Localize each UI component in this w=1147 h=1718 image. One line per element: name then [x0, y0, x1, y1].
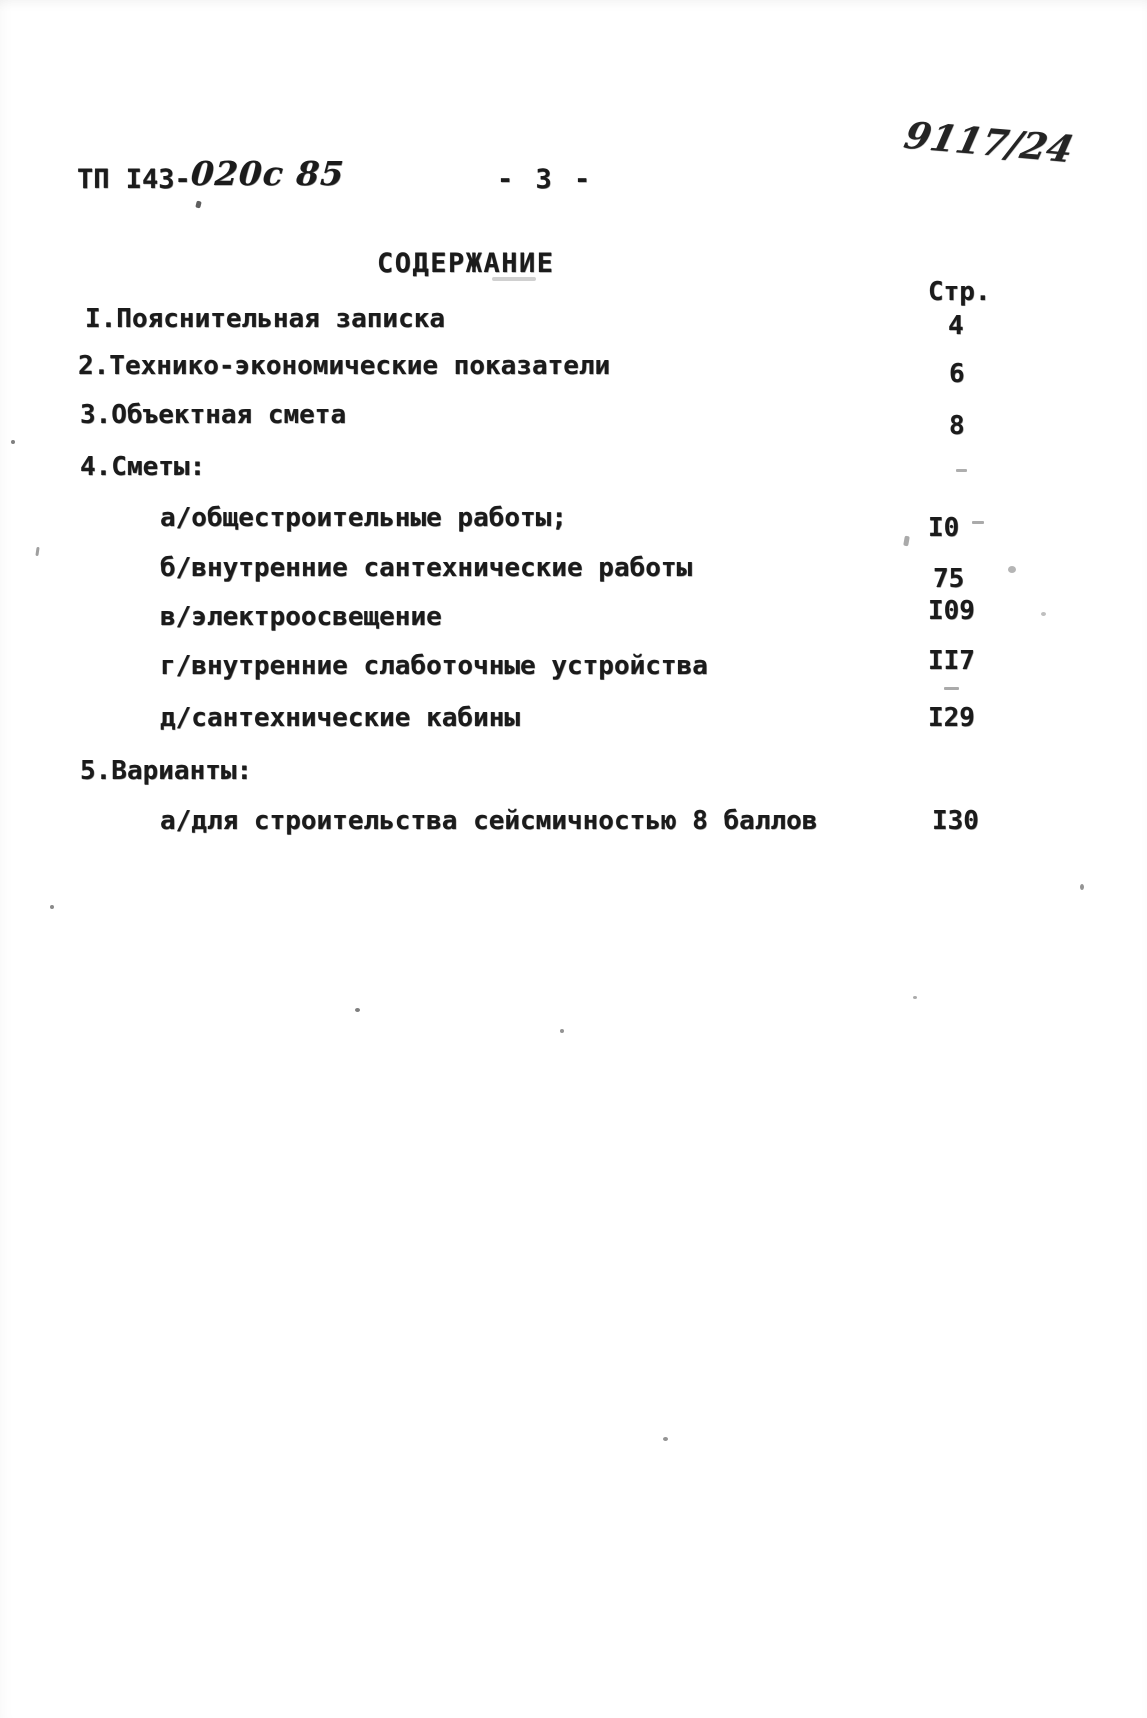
toc-page-number: 6	[949, 359, 965, 389]
scan-speck	[663, 1437, 668, 1441]
toc-page-number: I30	[932, 806, 979, 836]
toc-item-label: д/сантехнические кабины	[160, 703, 521, 733]
scan-speck	[355, 1008, 360, 1012]
toc-item-label: 3.Объектная смета	[80, 400, 347, 430]
scan-smudge	[492, 277, 536, 281]
scan-speck	[944, 687, 959, 690]
toc-item-label: 5.Варианты:	[80, 756, 253, 786]
scan-speck	[903, 536, 910, 547]
scan-speck	[1041, 612, 1046, 616]
toc-page-number: II7	[928, 646, 975, 676]
document-code-typed: ТП I43-	[77, 164, 191, 195]
toc-page-number: I09	[928, 596, 975, 626]
toc-page-number: I0	[928, 513, 960, 543]
toc-item-label: 2.Технико-экономические показатели	[78, 351, 611, 381]
page-column-header: Стр.	[928, 277, 991, 307]
scan-speck	[195, 200, 202, 208]
toc-item-label: г/внутренние слаботочные устройства	[160, 651, 708, 681]
scan-speck	[1080, 884, 1084, 890]
scan-speck	[972, 521, 984, 524]
scan-dash-no-page	[956, 469, 967, 472]
scan-speck	[35, 547, 39, 556]
toc-page-number: 8	[949, 411, 965, 441]
document-code-handwritten: 020с 85	[189, 154, 346, 193]
toc-page-number: 75	[933, 564, 965, 594]
toc-item-label: а/общестроительные работы;	[160, 503, 567, 533]
toc-item-label: б/внутренние сантехнические работы	[160, 553, 693, 583]
scan-speck	[913, 996, 917, 999]
toc-item-label: а/для строительства сейсмичностью 8 баллов	[160, 806, 818, 836]
toc-page-number: I29	[928, 703, 975, 733]
toc-page-number: 4	[948, 311, 964, 341]
scan-speck	[560, 1029, 564, 1033]
toc-item-label: 4.Сметы:	[80, 452, 206, 482]
scan-speck	[50, 905, 54, 909]
scan-speck	[1008, 566, 1016, 573]
handwritten-reference: 9117/24	[900, 113, 1078, 171]
document-code	[77, 154, 346, 196]
page-number: - 3 -	[497, 164, 594, 195]
toc-item-label: в/электроосвещение	[160, 602, 442, 632]
page-title: СОДЕРЖАНИЕ	[377, 248, 555, 279]
toc-item-label: I.Пояснительная записка	[85, 304, 446, 334]
scan-speck	[11, 440, 15, 444]
